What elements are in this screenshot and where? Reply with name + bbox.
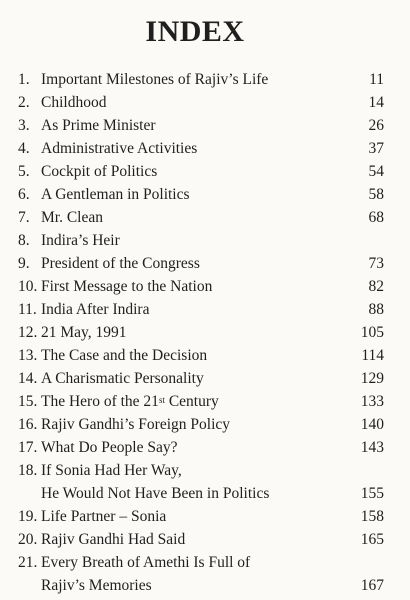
page-title: INDEX <box>145 15 245 48</box>
entry-page-number: 140 <box>360 416 384 433</box>
entry-number: 10. <box>18 278 38 295</box>
entry-number: 2. <box>18 94 30 111</box>
entry-page-number: 88 <box>368 301 384 318</box>
entry-page-number: 54 <box>368 163 384 180</box>
toc-entry <box>0 252 410 275</box>
toc-entry <box>0 114 410 137</box>
entry-page-number: 58 <box>368 186 384 203</box>
entry-page-number: 133 <box>360 393 384 410</box>
entry-title: President of the Congress <box>41 255 200 272</box>
entry-number: 3. <box>18 117 30 134</box>
entry-title <box>41 551 341 597</box>
entry-title: A Gentleman in Politics <box>41 186 190 203</box>
entry-number: 13. <box>18 347 38 364</box>
entry-page-number: 167 <box>360 577 384 594</box>
toc-entry <box>0 436 410 459</box>
entry-number: 4. <box>18 140 30 157</box>
entry-title <box>41 459 341 505</box>
entry-title: As Prime Minister <box>41 117 156 134</box>
toc-entry <box>0 229 410 252</box>
entry-title: The Case and the Decision <box>41 347 208 364</box>
entry-page-number: 11 <box>369 71 384 88</box>
entry-page-number: 82 <box>368 278 384 295</box>
entry-number: 7. <box>18 209 30 226</box>
toc-entry <box>0 183 410 206</box>
toc-entry <box>0 505 410 528</box>
entry-number: 8. <box>18 232 30 249</box>
entry-title: India After Indira <box>41 301 150 318</box>
ordinal-superscript: st <box>158 395 165 405</box>
entry-number: 16. <box>18 416 38 433</box>
entry-page-number: 114 <box>361 347 384 364</box>
toc-entry <box>0 551 410 597</box>
toc-entry <box>0 298 410 321</box>
entry-title: Mr. Clean <box>41 209 103 226</box>
entry-page-number: 14 <box>368 94 384 111</box>
entry-page-number: 68 <box>368 209 384 226</box>
entry-page-number: 73 <box>368 255 384 272</box>
entry-title-line: If Sonia Had Her Way, <box>41 462 182 479</box>
entry-title-line: Every Breath of Amethi Is Full of <box>41 554 251 571</box>
entry-title: Administrative Activities <box>41 140 198 157</box>
toc-entry <box>0 321 410 344</box>
entry-number: 12. <box>18 324 38 341</box>
table-of-contents <box>0 68 410 597</box>
entry-title: Cockpit of Politics <box>41 163 158 180</box>
toc-entry <box>0 160 410 183</box>
entry-page-number: 129 <box>360 370 384 387</box>
entry-page-number: 26 <box>368 117 384 134</box>
entry-number: 1. <box>18 71 30 88</box>
toc-entry <box>0 91 410 114</box>
entry-title-part: Century <box>164 393 219 410</box>
toc-entry <box>0 275 410 298</box>
entry-page-number: 158 <box>360 508 384 525</box>
entry-number: 18. <box>18 462 38 479</box>
entry-page-number: 105 <box>360 324 384 341</box>
toc-entry <box>0 68 410 91</box>
toc-entry <box>0 528 410 551</box>
entry-title: Rajiv Gandhi Had Said <box>41 531 186 548</box>
entry-title-line: He Would Not Have Been in Politics <box>41 485 270 502</box>
entry-number: 9. <box>18 255 30 272</box>
entry-title: Important Milestones of Rajiv’s Life <box>41 71 269 88</box>
toc-entry <box>0 137 410 160</box>
entry-title: Life Partner – Sonia <box>41 508 167 525</box>
entry-page-number: 155 <box>360 485 384 502</box>
entry-number: 19. <box>18 508 38 525</box>
entry-page-number: 165 <box>360 531 384 548</box>
entry-title: Rajiv Gandhi’s Foreign Policy <box>41 416 231 433</box>
entry-title: First Message to the Nation <box>41 278 213 295</box>
entry-page-number: 37 <box>368 140 384 157</box>
entry-title-part: The Hero of the 21 <box>41 393 159 410</box>
entry-title: Indira’s Heir <box>41 232 120 249</box>
toc-entry <box>0 413 410 436</box>
entry-title: 21 May, 1991 <box>41 324 127 341</box>
entry-title: What Do People Say? <box>41 439 178 456</box>
toc-entry <box>0 459 410 505</box>
toc-entry <box>0 390 410 413</box>
toc-entry <box>0 367 410 390</box>
entry-number: 20. <box>18 531 38 548</box>
entry-number: 17. <box>18 439 38 456</box>
entry-title <box>41 390 341 413</box>
entry-number: 11. <box>18 301 37 318</box>
entry-title-line: Rajiv’s Memories <box>41 577 152 594</box>
entry-number: 14. <box>18 370 38 387</box>
entry-page-number: 143 <box>360 439 384 456</box>
entry-title: Childhood <box>41 94 107 111</box>
entry-title: A Charismatic Personality <box>41 370 204 387</box>
entry-number: 21. <box>18 554 38 571</box>
entry-number: 5. <box>18 163 30 180</box>
toc-entry <box>0 344 410 367</box>
entry-number: 15. <box>18 393 38 410</box>
entry-number: 6. <box>18 186 30 203</box>
toc-entry <box>0 206 410 229</box>
